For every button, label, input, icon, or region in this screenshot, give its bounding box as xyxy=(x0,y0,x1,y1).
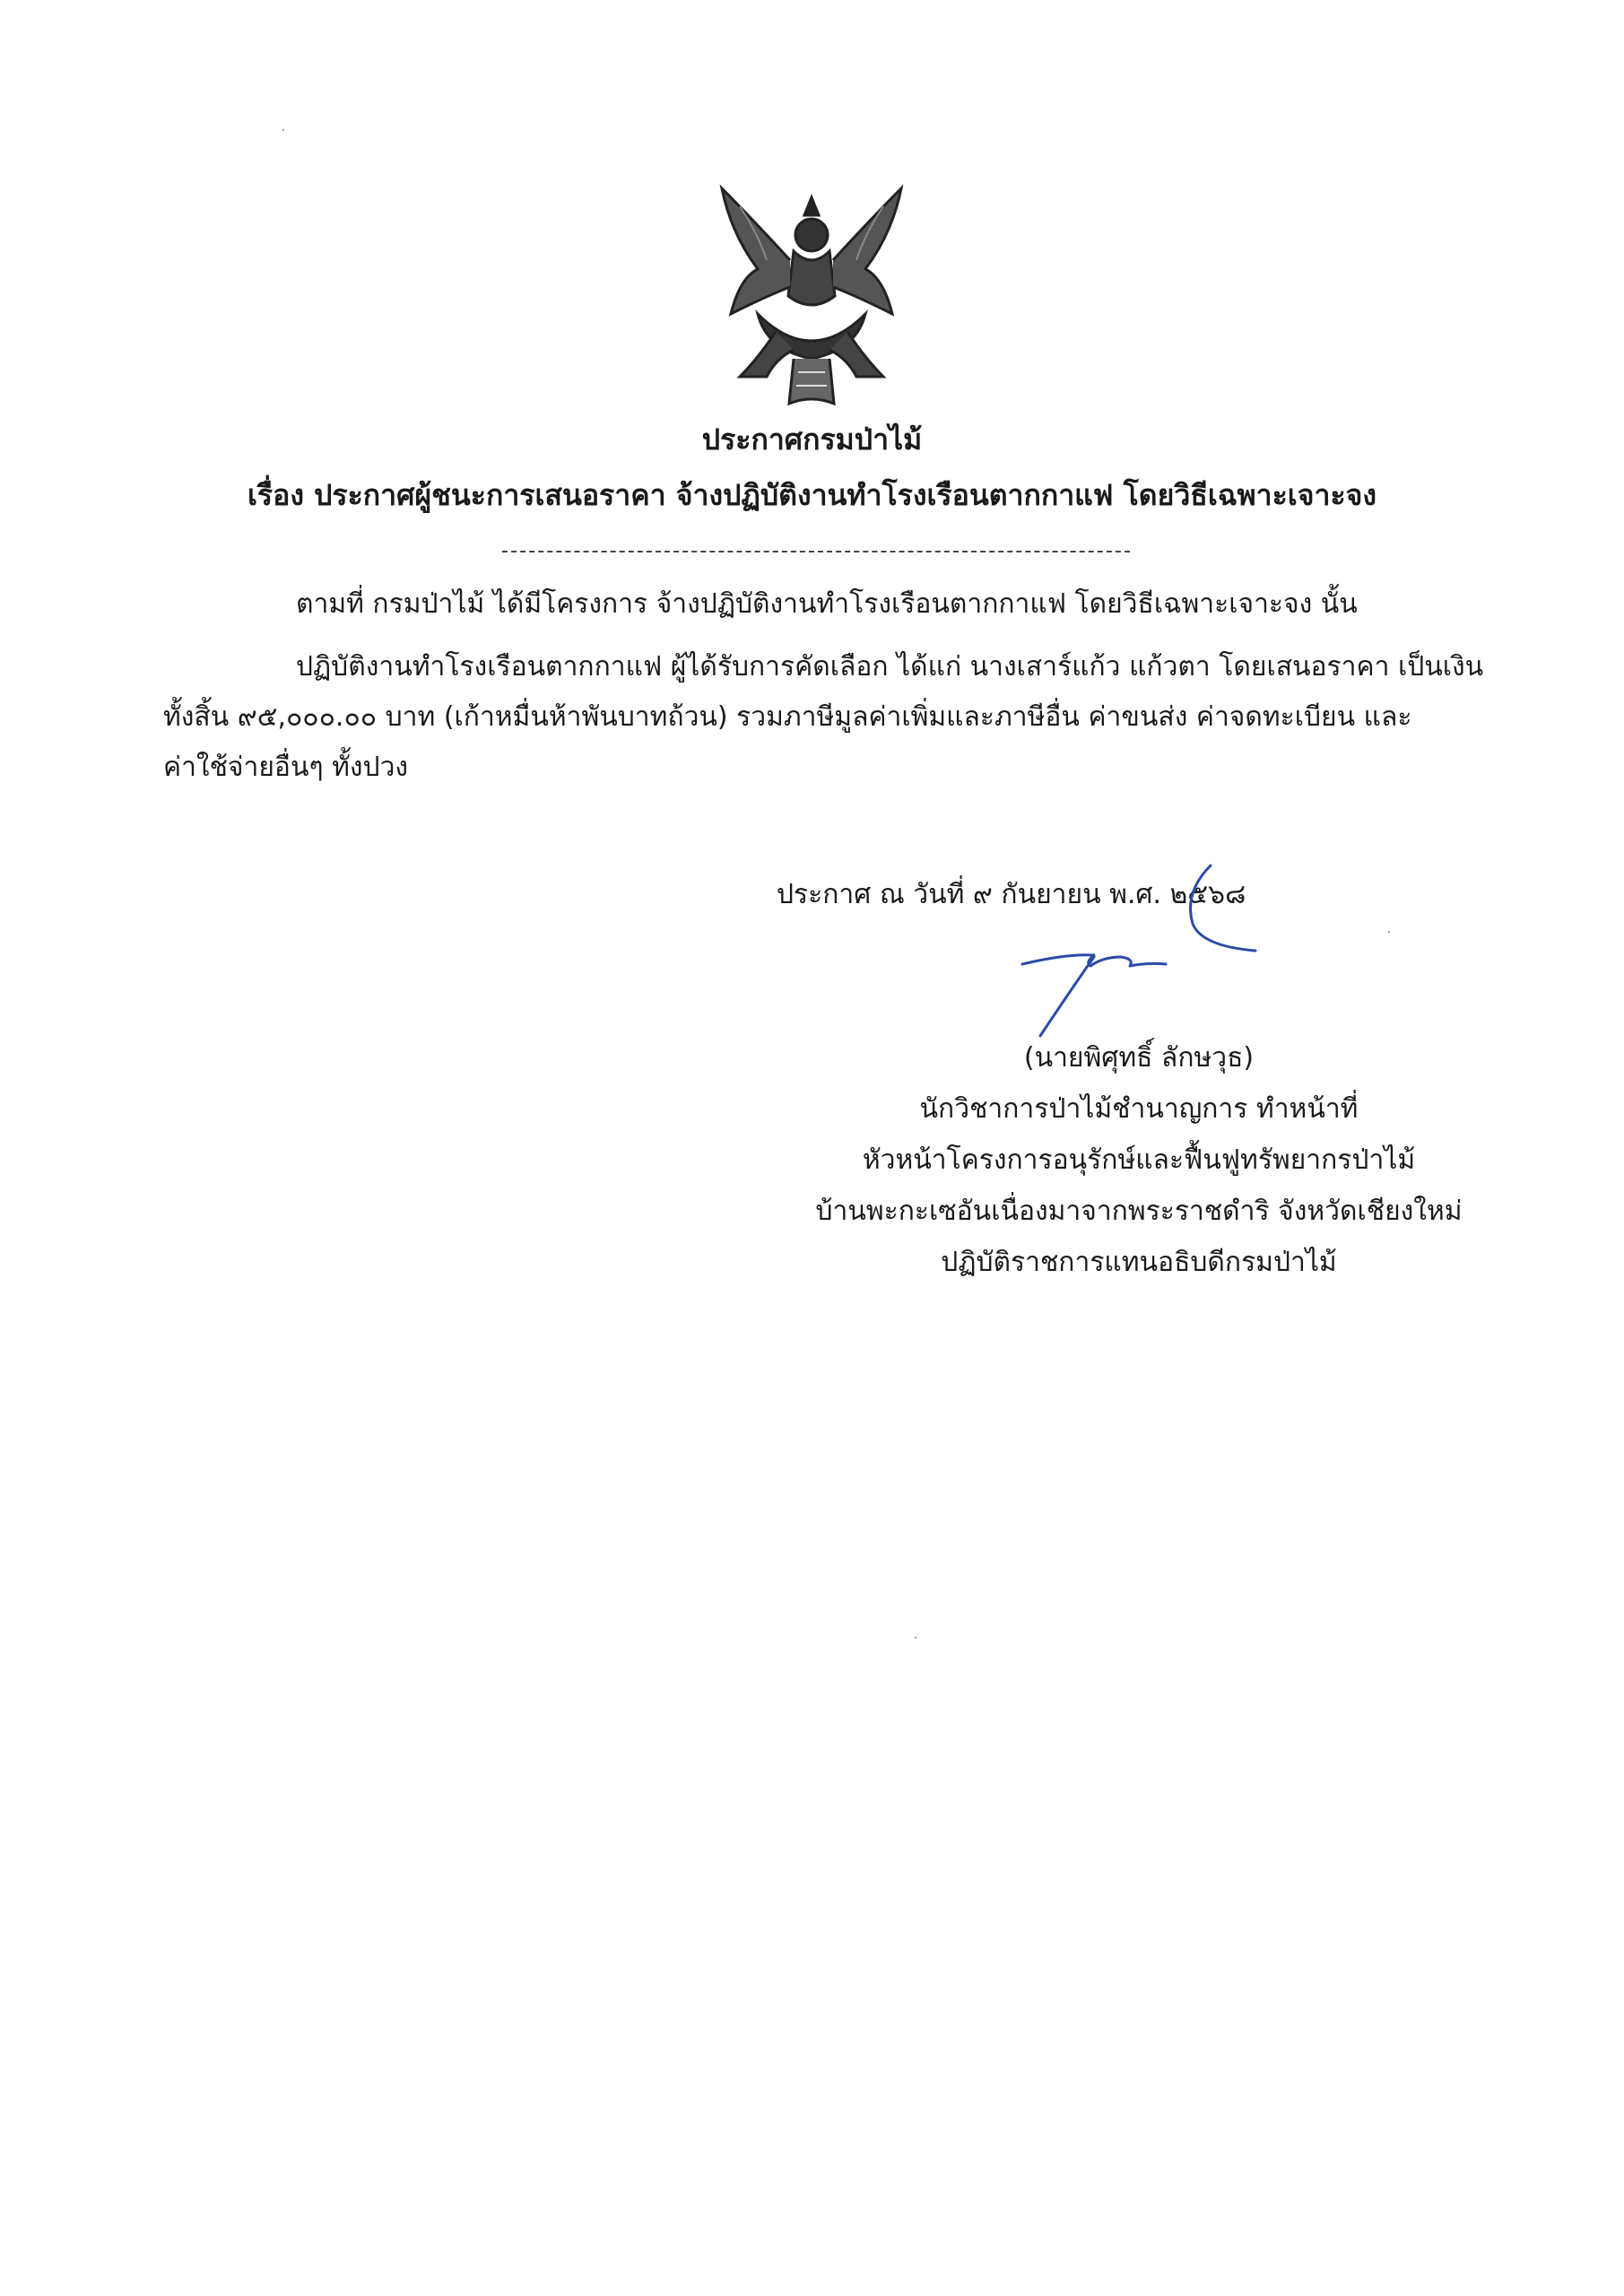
signature-block xyxy=(771,1040,1507,1296)
body-line-4: ค่าใช้จ่ายอื่นๆ ทั้งปวง xyxy=(163,752,409,783)
body-line-1: ตามที่ กรมป่าไม้ ได้มีโครงการ จ้างปฏิบัติงานทำโรงเรือนตากกาแฟ โดยวิธีเฉพาะเจาะจง นั้น xyxy=(296,588,1358,620)
document-title: ประกาศกรมป่าไม้ xyxy=(701,422,923,457)
garuda-emblem-icon xyxy=(704,179,919,413)
announcement-date: ประกาศ ณ วันที่ ๙ กันยายน พ.ศ. ๒๕๖๘ xyxy=(777,879,1246,910)
signer-name: (นายพิศุทธิ์ ลักษวุธ) xyxy=(1023,1042,1255,1074)
body-line-3: ทั้งสิ้น ๙๕,๐๐๐.๐๐ บาท (เก้าหมื่นห้าพันบาทถ้วน) รวมภาษีมูลค่าเพิ่มและภาษีอื่น ค่าขนส่ง ค่าจดทะเบียน และ xyxy=(163,701,1412,733)
scan-speck xyxy=(915,1637,916,1639)
signer-position-2: หัวหน้าโครงการอนุรักษ์และฟื้นฟูทรัพยากรป่าไม้ xyxy=(862,1144,1416,1176)
document-subject: เรื่อง ประกาศผู้ชนะการเสนอราคา จ้างปฏิบัติงานทำโรงเรือนตากกาแฟ โดยวิธีเฉพาะเจาะจง xyxy=(247,478,1377,512)
divider-line xyxy=(502,551,1130,552)
scan-speck xyxy=(1388,931,1390,933)
scan-speck xyxy=(282,129,284,131)
signer-position-4: ปฏิบัติราชการแทนอธิบดีกรมป่าไม้ xyxy=(941,1247,1337,1278)
body-line-2: ปฏิบัติงานทำโรงเรือนตากกาแฟ ผู้ได้รับการคัดเลือก ได้แก่ นางเสาร์แก้ว แก้วตา โดยเสนอราคา เป็นเงิน xyxy=(296,651,1484,683)
handwritten-signature-icon xyxy=(1004,857,1273,1063)
signer-position-3: บ้านพะกะเซอันเนื่องมาจากพระราชดำริ จังหวัดเชียงใหม่ xyxy=(815,1196,1463,1227)
signer-position-1: นักวิชาการป่าไม้ชำนาญการ ทำหน้าที่ xyxy=(919,1093,1359,1125)
